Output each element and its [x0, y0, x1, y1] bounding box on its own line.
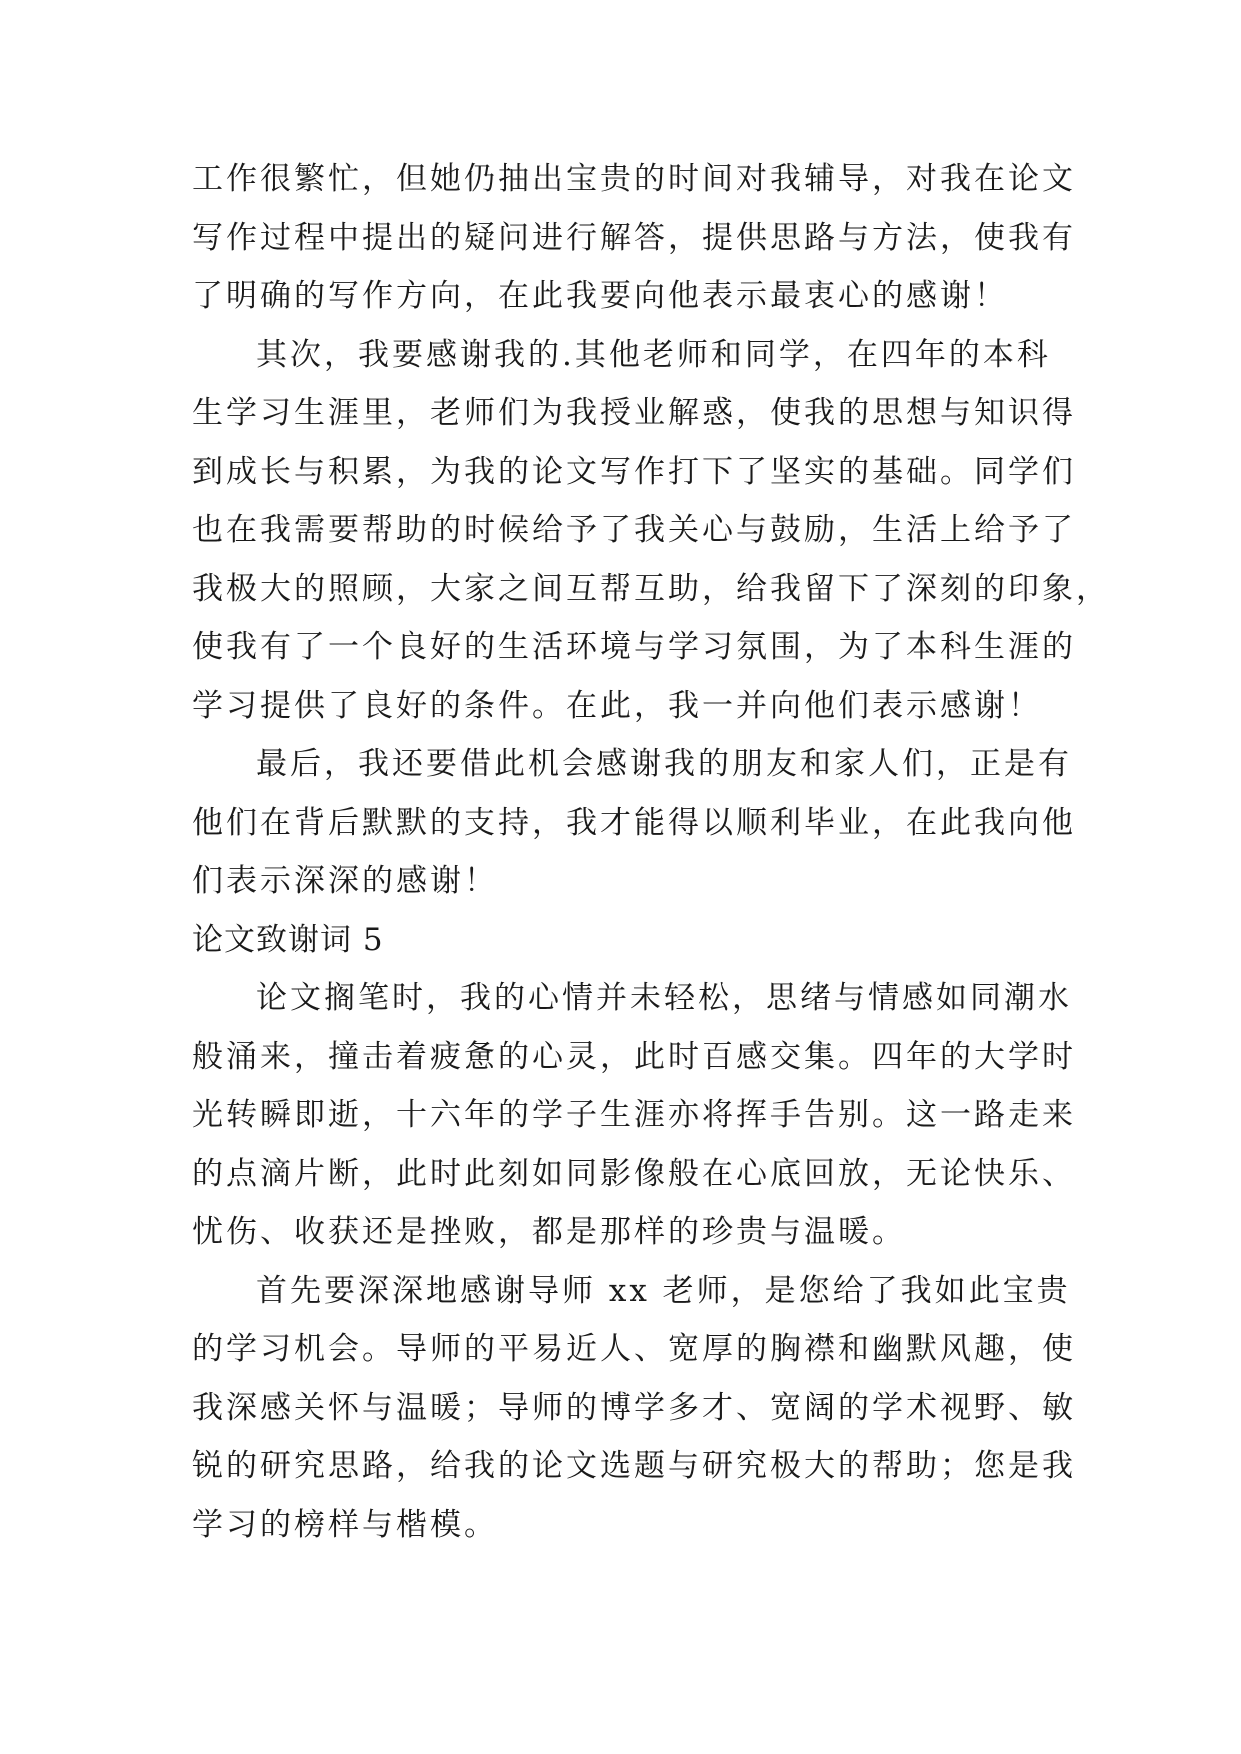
text-line: 也在我需要帮助的时候给予了我关心与鼓励，生活上给予了: [192, 512, 1076, 548]
text-line: 工作很繁忙，但她仍抽出宝贵的时间对我辅导，对我在论文: [192, 161, 1076, 197]
text-line: 的点滴片断，此时此刻如同影像般在心底回放，无论快乐、: [192, 1155, 1076, 1192]
document-page: [192, 150, 1110, 1554]
text-line: 锐的研究思路，给我的论文选题与研究极大的帮助；您是我: [192, 1448, 1076, 1484]
text-line: 生学习生涯里，老师们为我授业解惑，使我的思想与知识得: [192, 395, 1076, 431]
text-line: 光转瞬即逝，十六年的学子生涯亦将挥手告别。这一路走来: [192, 1097, 1076, 1133]
text-line: 般涌来，撞击着疲惫的心灵，此时百感交集。四年的大学时: [192, 1038, 1076, 1075]
text-line: 忧伤、收获还是挫败，都是那样的珍贵与温暖。: [192, 1214, 906, 1250]
paragraph-start-line: 首先要深深地感谢导师 xx 老师，是您给了我如此宝贵: [256, 1272, 1071, 1309]
text-line: 学习提供了良好的条件。在此，我一并向他们表示感谢！: [192, 687, 1042, 724]
text-line: 的学习机会。导师的平易近人、宽厚的胸襟和幽默风趣，使: [192, 1331, 1076, 1367]
paragraph-start-line: 论文搁笔时，我的心情并未轻松，思绪与情感如同潮水: [256, 980, 1072, 1016]
text-line: 我极大的照顾，大家之间互帮互助，给我留下了深刻的印象，: [192, 570, 1110, 607]
text-line: 使我有了一个良好的生活环境与学习氛围，为了本科生涯的: [192, 629, 1076, 665]
text-line: 他们在背后默默的支持，我才能得以顺利毕业，在此我向他: [192, 804, 1076, 841]
text-line: 了明确的写作方向，在此我要向他表示最衷心的感谢！: [192, 278, 1008, 314]
paragraph-start-line: 最后，我还要借此机会感谢我的朋友和家人们，正是有: [256, 746, 1072, 782]
text-line: 到成长与积累，为我的论文写作打下了坚实的基础。同学们: [192, 453, 1076, 490]
text-line: 学习的榜样与楷模。: [192, 1506, 498, 1543]
paragraph-start-line: 其次，我要感谢我的.其他老师和同学，在四年的本科: [256, 336, 1051, 373]
text-line: 写作过程中提出的疑问进行解答，提供思路与方法，使我有: [192, 219, 1076, 256]
text-line: 们表示深深的感谢！: [192, 863, 498, 899]
section-heading: 论文致谢词 5: [192, 921, 384, 958]
text-line: 我深感关怀与温暖；导师的博学多才、宽阔的学术视野、敏: [192, 1389, 1076, 1426]
